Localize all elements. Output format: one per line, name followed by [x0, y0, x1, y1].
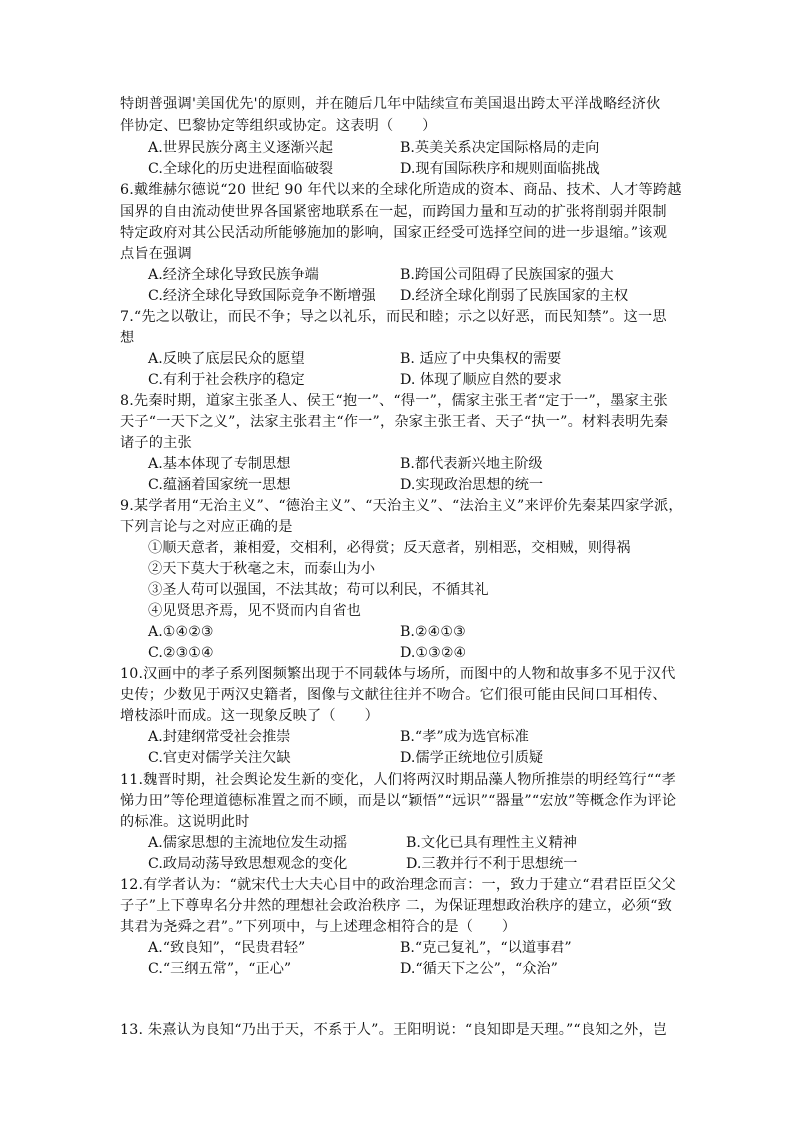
q12-stem-line-2: 子子”上下尊卑名分井然的理想社会政治秩序 二，为保证理想政治秩序的建立，必须“致 [120, 898, 672, 914]
q9-item-2: ②天下莫大于秋毫之末，而泰山为小 [148, 561, 376, 577]
q6-option-b: B.跨国公司阻碍了民族国家的强大 [400, 267, 614, 283]
q5-option-c: C.全球化的历史进程面临破裂 [148, 161, 334, 177]
q12-option-b: B.“克己复礼”，“以道事君” [400, 940, 572, 956]
q9-stem-line-2: 下列言论与之对应正确的是 [120, 519, 293, 535]
q5-stem-line-1: 特朗普强调'美国优先'的原则，并在随后几年中陆续宣布美国退出跨太平洋战略经济伙 [120, 96, 661, 112]
q5-option-b: B.英美关系决定国际格局的走向 [400, 140, 600, 156]
q6-stem-line-3: 特定政府对其公民活动所能够施加的影响，国家正经受可选择空间的进一步退缩。”该观 [120, 225, 668, 241]
q11-stem-line-3: 的标准。这说明此时 [120, 814, 250, 830]
q12-stem-line-1: 12.有学者认为：“就宋代士大夫心目中的政治理念而言：一，致力于建立“君君臣臣父父 [120, 877, 677, 893]
q10-option-c: C.官吏对儒学关注欠缺 [148, 750, 291, 766]
q8-stem-line-1: 8.先秦时期，道家主张圣人、侯王“抱一”、“得一”，儒家主张王者“定于一”，墨家主张 [120, 393, 668, 409]
q7-option-a: A.反映了底层民众的愿望 [148, 351, 305, 367]
q10-option-d: D.儒学正统地位引质疑 [400, 750, 544, 766]
q7-option-b: B. 适应了中央集权的需要 [400, 351, 562, 367]
q8-option-d: D.实现政治思想的统一 [400, 477, 544, 493]
q5-stem-line-2: 伴协定、巴黎协定等组织或协定。这表明（ ） [120, 118, 437, 134]
q6-stem-line-1: 6.戴维赫尔德说“20 世纪 90 年代以来的全球化所造成的资本、商品、技术、人才等跨越 [120, 182, 682, 198]
q9-option-d: D.①③②④ [400, 645, 467, 661]
q6-stem-line-4: 点旨在强调 [120, 246, 192, 262]
q12-option-a: A.“致良知”，“民贵君轻” [148, 940, 306, 956]
q11-stem-line-2: 悌力田”等伦理道德标准置之而不顾，而是以“颖悟”“远识”“器量”“宏放”等概念作为评论 [120, 793, 677, 809]
q6-option-a: A.经济全球化导致民族争端 [148, 267, 319, 283]
q13-stem-line-1: 13. 朱熹认为良知“乃出于天，不系于人”。王阳明说：“良知即是天理。”“良知之外，岂 [120, 1022, 668, 1038]
q8-option-a: A.基本体现了专制思想 [148, 456, 291, 472]
q9-item-1: ①顺天意者，兼相爱，交相利，必得赏；反天意者，别相恶，交相贼，则得祸 [148, 540, 631, 556]
q12-option-c: C.“三纲五常”，“正心” [148, 961, 292, 977]
q7-stem-line-2: 想 [120, 330, 135, 346]
q9-item-4: ④见贤思齐焉，见不贤而内自省也 [148, 603, 361, 619]
q12-stem-line-3: 其君为尧舜之君”。”下列项中，与上述理念相符合的是（ ） [120, 919, 517, 935]
q11-option-d: D.三教并行不利于思想统一 [406, 856, 578, 872]
q10-stem-line-3: 增枝添叶而成。这一现象反映了（ ） [120, 708, 379, 724]
q11-option-a: A.儒家思想的主流地位发生动摇 [148, 835, 348, 851]
q9-option-c: C.②③①④ [148, 645, 214, 661]
q10-stem-line-1: 10.汉画中的孝子系列图频繁出现于不同载体与场所，而图中的人物和故事多不见于汉代 [120, 666, 676, 682]
q6-stem-line-2: 国界的自由流动使世界各国紧密地联系在一起，而跨国力量和互动的扩张将削弱并限制 [120, 204, 667, 220]
q9-option-b: B.②④①③ [400, 624, 466, 640]
q5-option-d: D.现有国际秩序和规则面临挑战 [400, 161, 600, 177]
q8-stem-line-2: 天子“一天下之义”，法家主张君主“作一”，杂家主张王者、天子“执一”。材料表明先秦 [120, 414, 669, 430]
q9-stem-line-1: 9.某学者用“无治主义”、“德治主义”、“天治主义”、“法治主义”来评价先秦某四家学派， [120, 498, 683, 514]
q7-option-c: C.有利于社会秩序的稳定 [148, 372, 305, 388]
q6-option-c: C.经济全球化导致国际竞争不断增强 [148, 288, 376, 304]
q7-option-d: D. 体现了顺应自然的要求 [400, 372, 562, 388]
q11-stem-line-1: 11.魏晋时期，社会舆论发生新的变化，人们将两汉时期品藻人物所推崇的明经笃行““孝 [120, 772, 677, 788]
q12-option-d: D.“循天下之公”，“众治” [400, 961, 558, 977]
q7-stem-line-1: 7.“先之以敬让，而民不争；导之以礼乐，而民和睦；示之以好恶，而民知禁”。这一思 [120, 309, 667, 325]
q11-option-b: B.文化已具有理性主义精神 [406, 835, 577, 851]
q9-item-3: ③圣人苟可以强国，不法其故；苟可以利民，不循其礼 [148, 582, 489, 598]
q10-option-a: A.封建纲常受社会推崇 [148, 729, 291, 745]
q10-option-b: B.“孝”成为选官标准 [400, 729, 529, 745]
q9-option-a: A.①④②③ [148, 624, 214, 640]
q8-option-b: B.都代表新兴地主阶级 [400, 456, 543, 472]
q6-option-d: D.经济全球化削弱了民族国家的主权 [400, 288, 629, 304]
q11-option-c: C.政局动荡导致思想观念的变化 [148, 856, 348, 872]
q8-stem-line-3: 诸子的主张 [120, 435, 192, 451]
q10-stem-line-2: 史传；少数见于两汉史籍者，图像与文献往往并不吻合。它们很可能由民间口耳相传、 [120, 687, 667, 703]
q5-option-a: A.世界民族分离主义逐渐兴起 [148, 140, 334, 156]
q8-option-c: C.蕴涵着国家统一思想 [148, 477, 291, 493]
